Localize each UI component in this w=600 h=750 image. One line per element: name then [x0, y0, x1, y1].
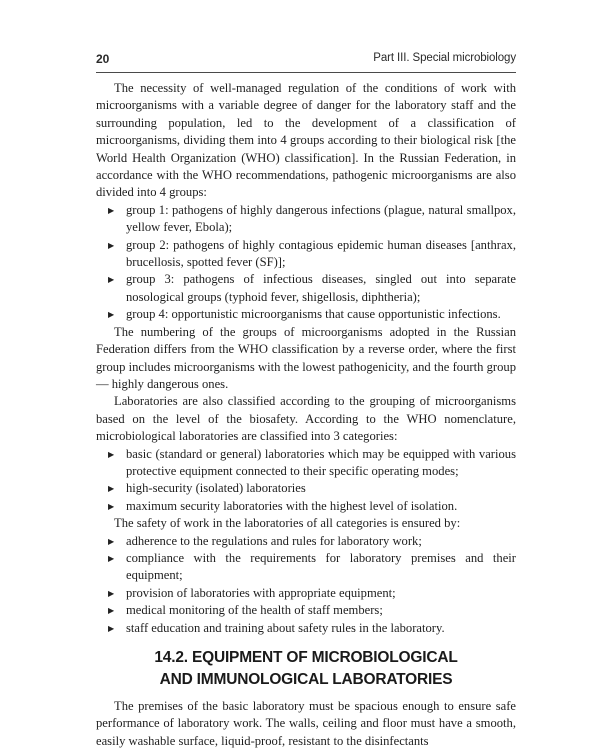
arrow-right-icon: ▶ — [108, 501, 115, 511]
header-divider — [96, 72, 516, 73]
paragraph-intro: The necessity of well-managed regulation of the conditions of work with microorganisms with a variable degree of danger for the laboratory staff and the surrounding population, led to the development of a classification of microorganisms, dividing them into 4 groups according to their biological risk [the World Health Organization (WHO) classification]. In the Russian Federation, in accordance with the WHO recommendations, pathogenic microorganisms are also divided into 4 groups: — [96, 81, 516, 200]
page-number: 20 — [96, 52, 110, 66]
arrow-right-icon: ▶ — [108, 623, 115, 633]
list-item — [96, 585, 516, 602]
list-item-text: group 4: opportunistic microorganisms that cause opportunistic infections. — [126, 307, 501, 322]
arrow-right-icon: ▶ — [108, 449, 115, 459]
list-item — [96, 620, 516, 637]
list-item-text: medical monitoring of the health of staff members; — [126, 603, 383, 618]
arrow-right-icon: ▶ — [108, 588, 115, 598]
list-item — [96, 602, 516, 619]
section-heading-line: AND IMMUNOLOGICAL LABORATORIES — [159, 671, 453, 688]
arrow-right-icon: ▶ — [108, 240, 115, 250]
section-heading — [96, 647, 516, 691]
section-heading-line: 14.2. EQUIPMENT OF MICROBIOLOGICAL — [154, 649, 458, 666]
arrow-right-icon: ▶ — [108, 275, 115, 285]
list-item — [96, 550, 516, 585]
list-item-text: maximum security laboratories with the highest level of isolation. — [126, 498, 458, 513]
list-item-text: adherence to the regulations and rules for laboratory work; — [126, 533, 422, 548]
running-header — [96, 52, 516, 72]
list-item-text: high-security (isolated) laboratories — [126, 481, 306, 496]
list-item — [96, 446, 516, 481]
safety-measures-list — [96, 533, 516, 637]
arrow-right-icon: ▶ — [108, 205, 115, 215]
page-body — [96, 80, 516, 750]
arrow-right-icon: ▶ — [108, 606, 115, 616]
arrow-right-icon: ▶ — [108, 484, 115, 494]
list-item-text: group 2: pathogens of highly contagious epidemic human diseases [anthrax, brucellosis, spotted fever (SF)]; — [126, 237, 516, 270]
paragraph-safety: The safety of work in the laboratories of all categories is ensured by: — [114, 516, 461, 531]
running-title: Part III. Special microbiology — [373, 52, 516, 64]
list-item-text: staff education and training about safety rules in the laboratory. — [126, 620, 445, 635]
list-item — [96, 533, 516, 550]
paragraph-premises: The premises of the basic laboratory must be spacious enough to ensure safe performance of laboratory work. The walls, ceiling and floor must have a smooth, easily washable surface, liquid-proof, resistant to the disinfectants — [96, 699, 516, 748]
arrow-right-icon: ▶ — [108, 553, 115, 563]
list-item-text: provision of laboratories with appropriate equipment; — [126, 585, 396, 600]
list-item — [96, 271, 516, 306]
arrow-right-icon: ▶ — [108, 310, 115, 320]
groups-list — [96, 202, 516, 324]
list-item-text: basic (standard or general) laboratories which may be equipped with various protective equipment connected to their specific operating modes; — [126, 446, 516, 478]
list-item — [96, 480, 516, 497]
list-item-text: compliance with the requirements for laboratory premises and their equipment; — [126, 550, 516, 583]
list-item — [96, 202, 516, 237]
arrow-right-icon: ▶ — [108, 536, 115, 546]
list-item — [96, 306, 516, 323]
list-item — [96, 237, 516, 272]
paragraph-lab-classification: Laboratories are also classified according to the grouping of microorganisms based on the level of the biosafety. According to the WHO nomenclature, microbiological laboratories are classified into 3 categories: — [96, 394, 516, 444]
lab-categories-list — [96, 446, 516, 516]
list-item — [96, 498, 516, 515]
paragraph-numbering: The numbering of the groups of microorganisms adopted in the Russian Federation differs from the WHO classification by a reverse order, where the first group includes microorganisms with the lowest pathogenicity, and the fourth group — highly dangerous ones. — [96, 324, 516, 391]
list-item-text: group 3: pathogens of infectious diseases, singled out into separate nosological groups (typhoid fever, shigellosis, diphtheria); — [126, 272, 516, 304]
list-item-text: group 1: pathogens of highly dangerous infections (plague, natural smallpox, yellow fever, Ebola); — [126, 202, 516, 235]
